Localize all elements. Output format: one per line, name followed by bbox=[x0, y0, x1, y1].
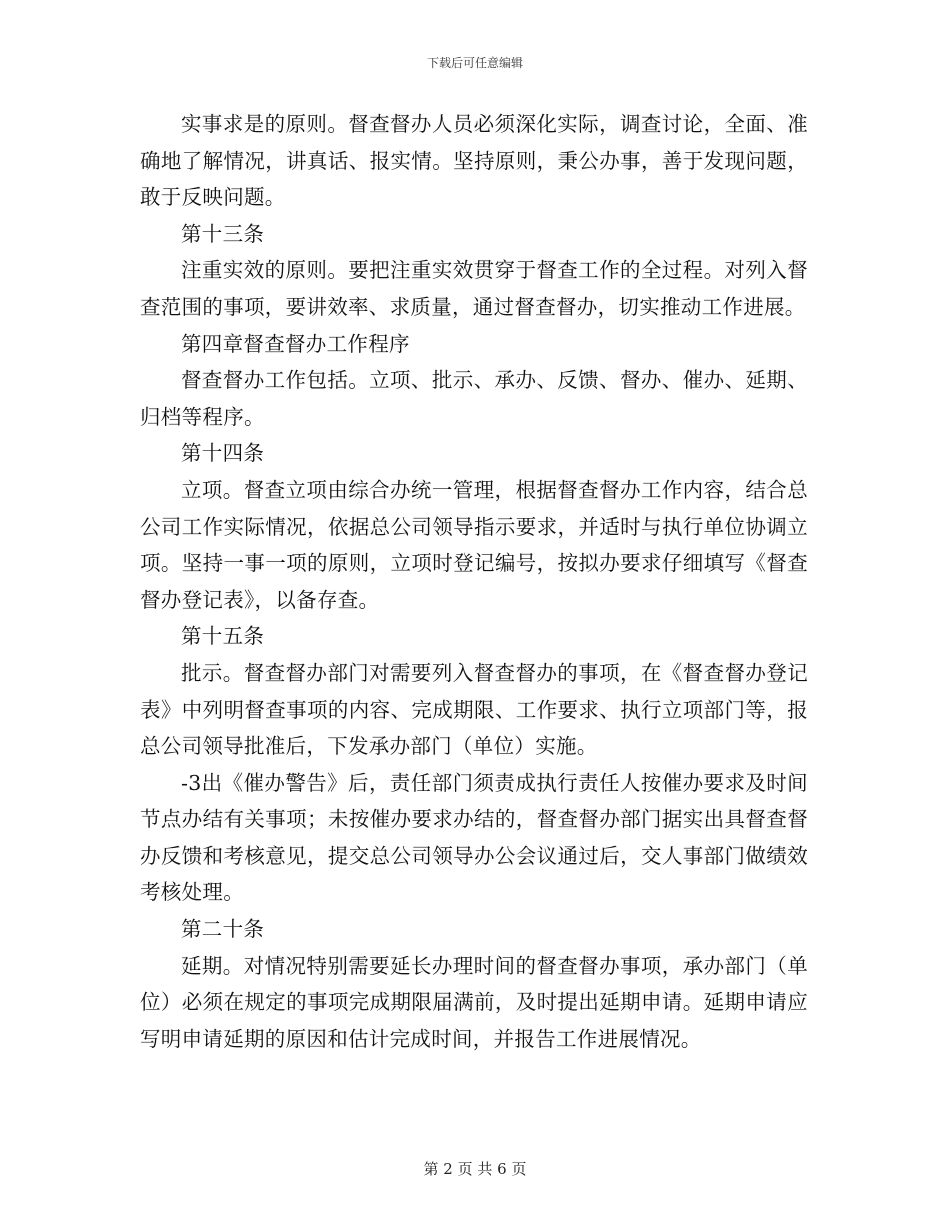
page-header: 下载后可任意编辑 bbox=[426, 56, 523, 70]
paragraph-principle-truth: 实事求是的原则。督查督办人员必须深化实际，调查讨论，全面、准确地了解情况，讲真话、报实情。坚持原则，秉公办事，善于发现问题，敢于反映问题。 bbox=[140, 112, 808, 210]
article-14-heading: 第十四条 bbox=[181, 441, 265, 466]
article-15-heading: 第十五条 bbox=[181, 624, 265, 649]
paragraph-principle-effectiveness: 注重实效的原则。要把注重实效贯穿于督查工作的全过程。对列入督查范围的事项，要讲效率、求质量，通过督查督办，切实推动工作进展。 bbox=[140, 258, 808, 319]
article-13-heading: 第十三条 bbox=[181, 221, 265, 246]
page-footer: 第 2 页 共 6 页 bbox=[423, 1160, 527, 1178]
paragraph-urging-warning: -3出《催办警告》后，责任部门须责成执行责任人按催办要求及时间节点办结有关事项；未按催办要求办结的，督查督办部门据实出具督查督办反馈和考核意见，提交总公司领导办公会议通过后，交人事部门做绩效考核处理。 bbox=[140, 770, 808, 905]
paragraph-approval: 批示。督查督办部门对需要列入督查督办的事项，在《督查督办登记表》中列明督查事项的内容、完成期限、工作要求、执行立项部门等，报总公司领导批准后，下发承办部门（单位）实施。 bbox=[140, 660, 808, 759]
paragraph-procedures: 督查督办工作包括。立项、批示、承办、反馈、督办、催办、延期、归档等程序。 bbox=[140, 368, 808, 429]
chapter-4-heading: 第四章督查督办工作程序 bbox=[181, 331, 410, 356]
paragraph-extension: 延期。对情况特别需要延长办理时间的督查督办事项，承办部门（单位）必须在规定的事项完成期限届满前，及时提出延期申请。延期申请应写明申请延期的原因和估计完成时间，并报告工作进展情况。 bbox=[140, 953, 808, 1051]
paragraph-project-setup: 立项。督查立项由综合办统一管理，根据督查督办工作内容，结合总公司工作实际情况，依据总公司领导指示要求，并适时与执行单位协调立项。坚持一事一项的原则，立项时登记编号，按拟办要求仔细填写《督查督办登记表》，以备存查。 bbox=[140, 477, 808, 612]
document-body bbox=[140, 106, 808, 1057]
article-20-heading: 第二十条 bbox=[181, 917, 265, 942]
